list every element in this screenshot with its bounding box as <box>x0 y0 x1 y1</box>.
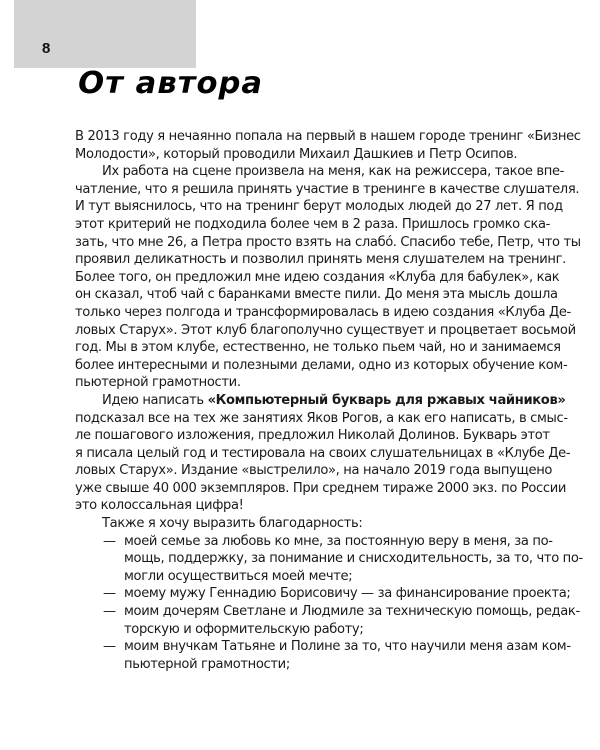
text-line: Более того, он предложил мне идею создания «Клуба для бабулек», как <box>75 269 560 285</box>
page-number: 8 <box>42 40 51 57</box>
text-line: год. Мы в этом клубе, естественно, не только пьем чай, но и занимаемся <box>75 340 561 356</box>
text-line: уже свыше 40 000 экземпляров. При среднем тираже 2000 экз. по России <box>75 480 567 496</box>
book-title-bold: «Компьютерный букварь для ржавых чайников» <box>207 392 566 408</box>
dash-marker: — <box>103 604 116 620</box>
text-line: пьютерной грамотности. <box>75 375 241 391</box>
body-text <box>75 128 583 673</box>
text-line: только через полгода и трансформировалась в идею создания «Клуба Де- <box>75 304 571 320</box>
text-line: могли осуществиться моей мечте; <box>124 568 353 584</box>
dash-marker: — <box>103 586 116 602</box>
gratitude-list <box>75 533 583 674</box>
text-line: проявил деликатность и позволил принять меня слушателем на тренинг. <box>75 252 566 268</box>
text-line: моему мужу Геннадию Борисовичу — за финансирование проекта; <box>124 586 571 602</box>
text-line: он сказал, чтоб чай с баранками вместе пили. До меня эта мысль дошла <box>75 287 558 303</box>
text-line: более интересными и полезными делами, одно из которых обучение ком- <box>75 357 568 373</box>
paragraph-4 <box>75 515 535 533</box>
list-item <box>102 533 583 586</box>
text-line: подсказал все на тех же занятиях Яков Рогов, а как его написать, в смыс- <box>75 410 568 426</box>
text-line: торскую и оформительскую работу; <box>124 621 364 637</box>
text-line: пьютерной грамотности; <box>124 656 290 672</box>
text-line: я писала целый год и тестировала на своих слушательницах в «Клубе Де- <box>75 445 571 461</box>
dash-marker: — <box>103 639 116 655</box>
list-item <box>102 585 571 603</box>
text-line: моим внучкам Татьяне и Полине за то, что научили меня азам ком- <box>124 639 571 655</box>
text-line: Их работа на сцене произвела на меня, как на режиссера, такое впе- <box>102 164 565 180</box>
text-line: ле пошагового изложения, предложил Николай Долинов. Букварь этот <box>75 428 550 444</box>
paragraph-1 <box>75 128 581 163</box>
text-line: зать, что мне 26, а Петра просто взять на слабó. Спасибо тебе, Петр, что ты <box>75 234 581 250</box>
text-fragment: Идею написать <box>102 392 208 408</box>
text-line: Молодости», который проводили Михаил Дашкиев и Петр Осипов. <box>75 146 518 162</box>
text-line: Также я хочу выразить благодарность: <box>102 516 363 532</box>
text-line: мощь, поддержку, за понимание и снисходительность, за то, что по- <box>124 551 583 567</box>
text-line: чатление, что я решила принять участие в тренинге в качестве слушателя. <box>75 181 580 197</box>
dash-marker: — <box>103 533 116 549</box>
paragraph-3 <box>75 392 571 515</box>
text-line: ловых Старух». Издание «выстрелило», на начало 2019 года выпущено <box>75 463 553 479</box>
text-line: ловых Старух». Этот клуб благополучно существует и процветает восьмой <box>75 322 576 338</box>
text-line: И тут выяснилось, что на тренинг берут молодых людей до 27 лет. Я под <box>75 199 563 215</box>
text-line: В 2013 году я нечаянно попала на первый в нашем городе тренинг «Бизнес <box>75 129 581 144</box>
text-line: это колоссальная цифра! <box>75 498 244 514</box>
paragraph-2 <box>75 163 581 392</box>
text-line: этот критерий не подходила более чем в 2 раза. Пришлось громко ска- <box>75 216 551 232</box>
text-line: моим дочерям Светлане и Людмиле за техническую помощь, редак- <box>124 604 580 620</box>
list-item <box>102 638 571 673</box>
text-line <box>75 392 566 410</box>
text-line: моей семье за любовь ко мне, за постоянную веру в меня, за по- <box>124 533 553 549</box>
list-item <box>102 603 580 638</box>
page-title: От автора <box>78 66 264 101</box>
page-number-box <box>14 0 196 68</box>
